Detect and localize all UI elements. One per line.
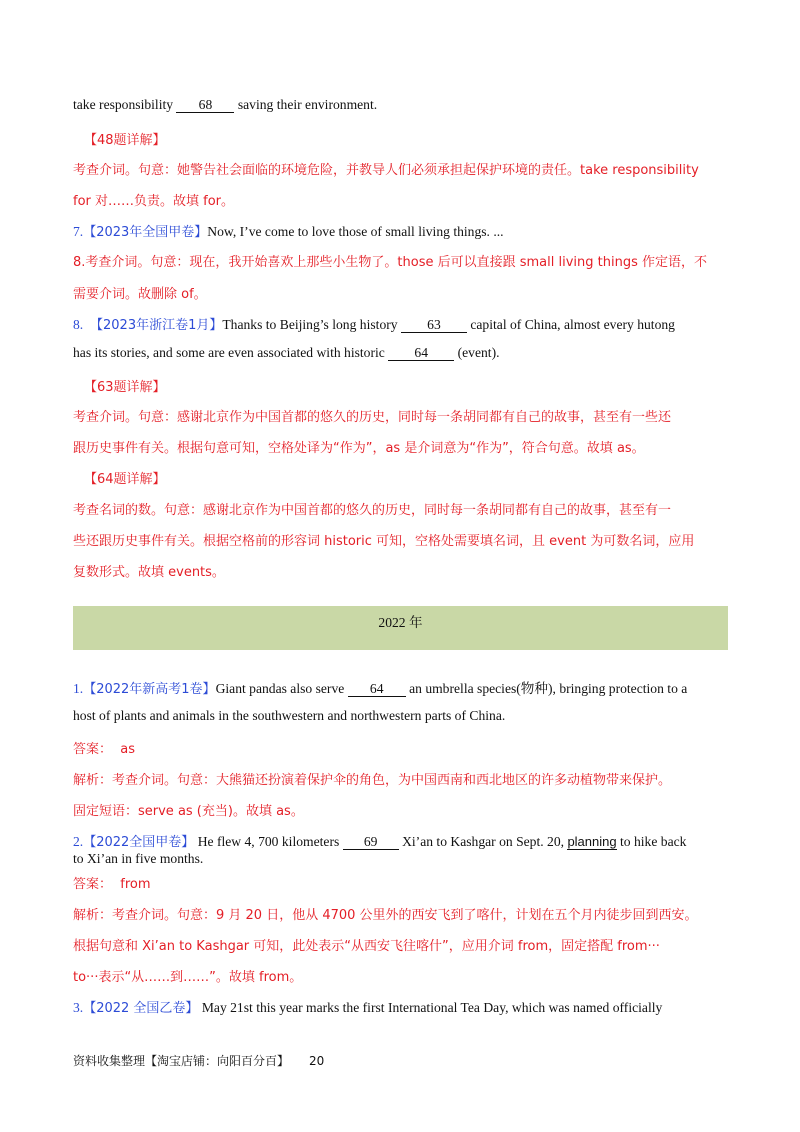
explanation-line: 解析：考查介词。句意：9 月 20 日，他从 4700 公里外的西安飞到了喀什，计划在五个月内徒步回到西安。 — [73, 908, 698, 923]
blank-68: 68 — [176, 98, 234, 113]
question-2022-1-line2: host of plants and animals in the southwestern and northwestern parts of China. — [73, 708, 506, 723]
explanation-line: 复数形式。故填 events。 — [73, 565, 225, 580]
explanation-line: 考查介词。句意：她警告社会面临的环境危险，并教导人们必须承担起保护环境的责任。take responsibility — [73, 163, 699, 178]
blank-64: 64 — [388, 346, 454, 361]
underlined-word: planning — [567, 834, 617, 849]
explanation-heading-48: 【48题详解】 — [84, 133, 166, 148]
question-2022-2-line2: to Xi’an in five months. — [73, 851, 204, 866]
page-number: 20 — [309, 1054, 325, 1068]
explanation-line: 8.考查介词。句意：现在，我开始喜欢上那些小生物了。those 后可以直接跟 small living things 作定语，不 — [73, 255, 707, 270]
blank-63: 63 — [401, 318, 467, 333]
question-2022-3: 3.【2022 全国乙卷】 May 21st this year marks the first International Tea Day, which was named officially — [73, 1000, 663, 1016]
explanation-line: 考查介词。句意：感谢北京作为中国首都的悠久的历史，同时每一条胡同都有自己的故事，甚至有一些还 — [73, 410, 672, 425]
explanation-line: 跟历史事件有关。根据句意可知，空格处译为“作为”，as 是介词意为“作为”，符合句意。故填 as。 — [73, 441, 645, 456]
source-tag: 【2022年新高考1卷】 — [83, 682, 216, 697]
source-tag: 【2022 全国乙卷】 — [83, 1001, 199, 1016]
year-banner-label: 2022 年 — [378, 615, 423, 630]
page-footer — [73, 1052, 324, 1069]
explanation-heading-64: 【64题详解】 — [84, 472, 166, 487]
blank-64: 64 — [348, 682, 406, 697]
answer-line: 答案： from — [73, 877, 151, 892]
explanation-line: 解析：考查介词。句意：大熊猫还扮演着保护伞的角色，为中国西南和西北地区的许多动植物带来保护。 — [73, 773, 672, 788]
answer-value: as — [120, 742, 136, 757]
explanation-line: to···表示“从……到……”。故填 from。 — [73, 970, 303, 985]
blank-69: 69 — [343, 835, 399, 850]
explanation-line: 需要介词。故删除 of。 — [73, 287, 207, 302]
source-tag: 【2023年全国甲卷】 — [83, 225, 208, 240]
footer-text: 资料收集整理【淘宝店铺：向阳百分百】 — [73, 1054, 290, 1068]
source-tag: 【2022全国甲卷】 — [83, 835, 195, 850]
sentence-fragment: take responsibility 68 saving their environment. — [73, 97, 378, 112]
explanation-line: 固定短语：serve as (充当)。故填 as。 — [73, 804, 304, 819]
question-8-line2: has its stories, and some are even associated with historic 64 (event). — [73, 345, 500, 360]
explanation-line: for 对……负责。故填 for。 — [73, 194, 235, 209]
explanation-line: 考查名词的数。句意：感谢北京作为中国首都的悠久的历史，同时每一条胡同都有自己的故事，甚至有一 — [73, 503, 672, 518]
answer-value: from — [120, 877, 151, 892]
question-2022-1: 1.【2022年新高考1卷】Giant pandas also serve 64 an umbrella species(物种), bringing protection to a — [73, 681, 688, 697]
question-7: 7.【2023年全国甲卷】Now, I’ve come to love those of small living things. ... — [73, 224, 504, 240]
source-tag: 【2023年浙江卷1月】 — [90, 318, 223, 333]
explanation-line: 根据句意和 Xi’an to Kashgar 可知，此处表示“从西安飞往喀什”，应用介词 from，固定搭配 from··· — [73, 939, 660, 954]
explanation-heading-63: 【63题详解】 — [84, 380, 166, 395]
answer-line: 答案： as — [73, 742, 136, 757]
explanation-line: 些还跟历史事件有关。根据空格前的形容词 historic 可知，空格处需要填名词，且 event 为可数名词，应用 — [73, 534, 695, 549]
question-8: 8. 【2023年浙江卷1月】Thanks to Beijing’s long history 63 capital of China, almost every hutong — [73, 317, 675, 333]
question-2022-2: 2.【2022全国甲卷】 He flew 4, 700 kilometers 69 Xi’an to Kashgar on Sept. 20, planning to hike back — [73, 834, 687, 850]
year-banner — [73, 606, 728, 650]
